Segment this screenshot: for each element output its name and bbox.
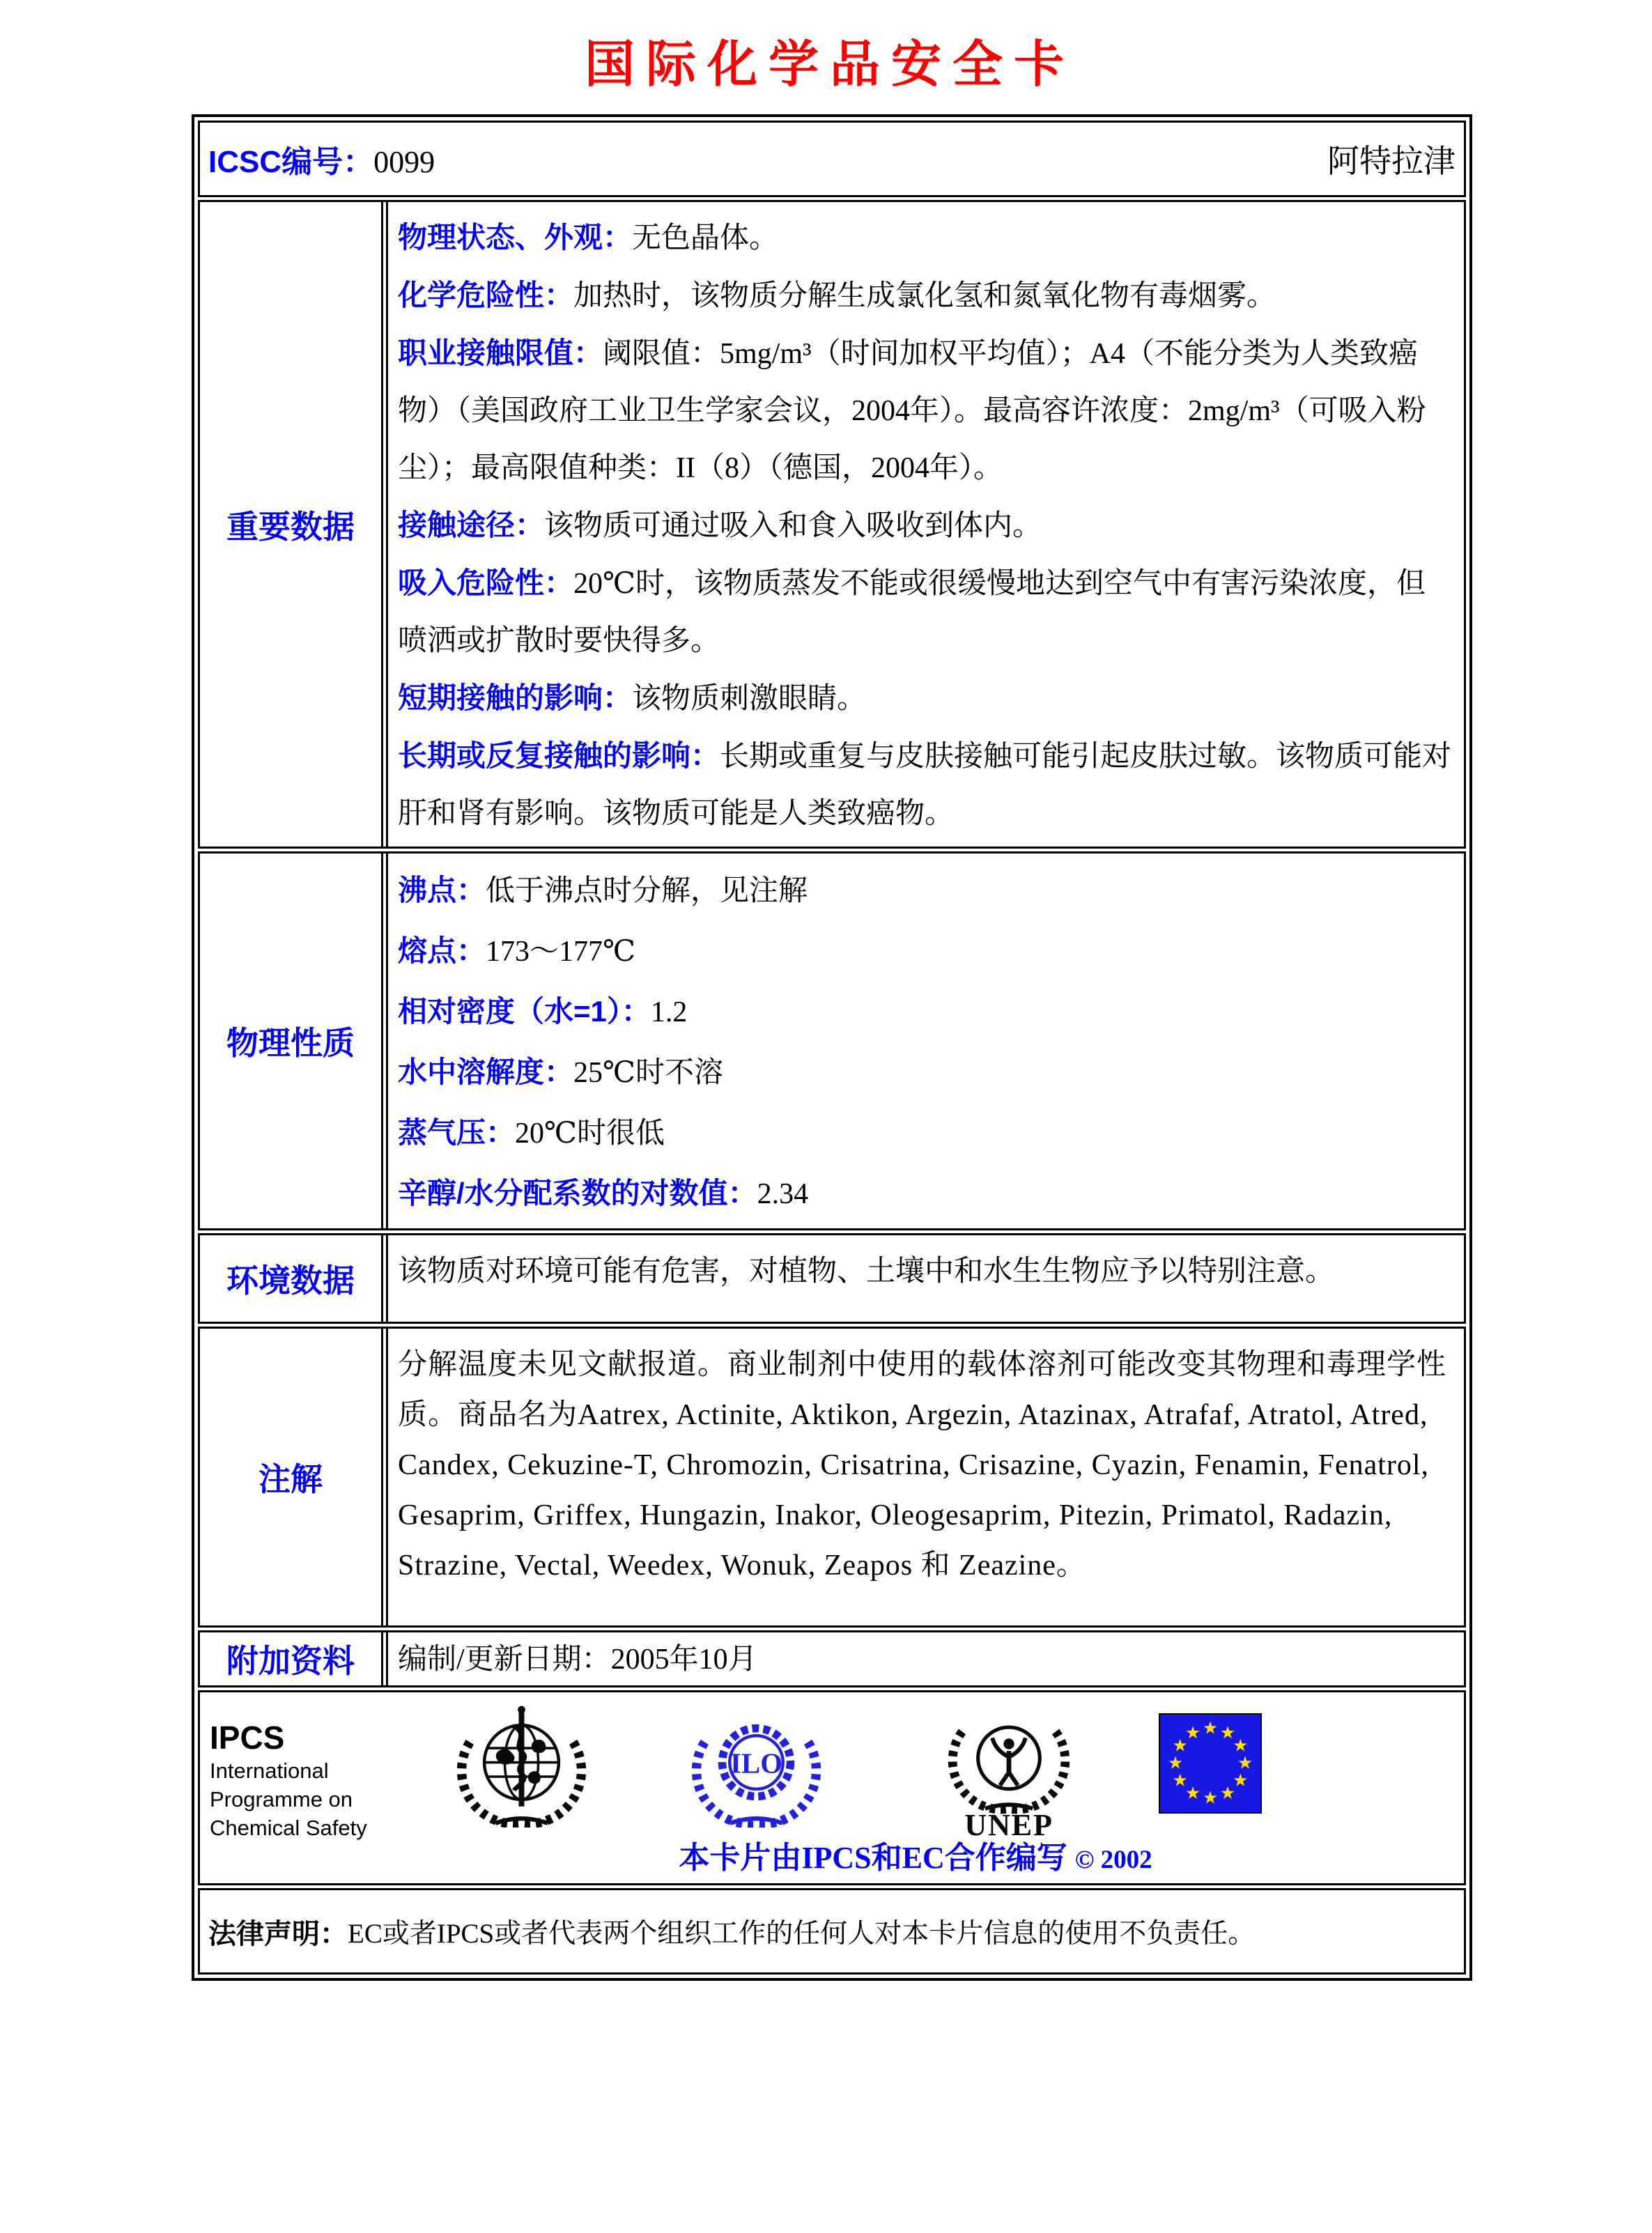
update-date-label: 编制/更新日期：	[398, 1644, 611, 1676]
field-item	[398, 325, 1453, 497]
field-label: 接触途径：	[398, 509, 545, 541]
field-value: 长期或重复与皮肤接触可能引起皮肤过敏。该物质可能对肝和肾有影响。该物质可能是人类致癌物。	[398, 741, 1452, 830]
ipcs-line: Programme on	[210, 1787, 353, 1811]
unep-logo-icon	[936, 1703, 1082, 1840]
safety-card	[192, 114, 1472, 1981]
field-value: 1.2	[650, 996, 688, 1028]
update-date-value: 2005年10月	[610, 1644, 757, 1676]
section-important-data	[198, 200, 1466, 849]
section-label-additional: 附加资料	[200, 1632, 383, 1685]
eu-flag-icon	[1159, 1713, 1262, 1814]
field-label: 熔点：	[398, 934, 486, 967]
page-title: 国际化学品安全卡	[584, 37, 1075, 93]
field-value: 25℃时不溶	[573, 1057, 723, 1089]
field-label: 短期接触的影响：	[398, 681, 633, 714]
section-content-notes	[386, 1329, 1464, 1625]
field-item	[398, 921, 1453, 982]
notes-text: 分解温度未见文献报道。商业制剂中使用的载体溶剂可能改变其物理和毒理学性质。商品名为Aatrex, Actinite, Aktikon, Argezin, Atazinax, Atrafaf, Atratol, Atred, Candex, Cekuzine-T, Chromozin, Crisatrina, Crisazine, Cyazin, Fenamin, Fenatrol, Gesaprim, Griffex, Hungazin, Inakor, Oleogesaprim, Pitezin, Primatol, Radazin, Strazine, Vectal, Weedex, Wonuk, Zeapos 和 Zeazine。	[398, 1349, 1447, 1582]
section-label-physical: 物理性质	[200, 853, 383, 1228]
field-item	[398, 982, 1453, 1042]
section-content-additional	[386, 1632, 1464, 1685]
ipcs-line: International	[210, 1759, 329, 1783]
section-label-important: 重要数据	[200, 202, 383, 847]
field-value: 2.34	[757, 1178, 809, 1210]
field-item	[398, 670, 1453, 727]
section-environmental-data	[198, 1233, 1466, 1324]
section-physical-properties	[198, 851, 1466, 1230]
field-value: 低于沸点时分解，见注解	[486, 875, 808, 907]
legal-notice-row	[198, 1888, 1466, 1975]
field-item	[398, 209, 1453, 267]
field-item	[398, 1042, 1453, 1103]
icsc-number-value: 0099	[373, 145, 435, 179]
field-label: 吸入危险性：	[398, 566, 574, 599]
field-item	[398, 727, 1453, 842]
field-value: 加热时，该物质分解生成氯化氢和氮氧化物有毒烟雾。	[573, 280, 1276, 312]
field-label: 化学危险性：	[398, 279, 574, 311]
who-logo-icon	[454, 1703, 589, 1828]
field-value: 20℃时，该物质蒸发不能或很缓慢地达到空气中有害污染浓度，但喷洒或扩散时要快得多。	[398, 568, 1426, 657]
field-value: 阈限值：5mg/m³（时间加权平均值）；A4（不能分类为人类致癌物）（美国政府工业卫生学家会议，2004年）。最高容许浓度：2mg/m³（可吸入粉尘）；最高限值种类：II（8）（德国，2004年）。	[398, 338, 1426, 484]
section-label-notes: 注解	[200, 1329, 383, 1625]
credit-year: © 2002	[1074, 1846, 1152, 1874]
legal-text: EC或者IPCS或者代表两个组织工作的任何人对本卡片信息的使用不负责任。	[348, 1919, 1256, 1949]
field-item	[398, 1164, 1453, 1224]
field-item	[398, 555, 1453, 670]
field-item	[398, 860, 1453, 921]
field-label: 物理状态、外观：	[398, 221, 633, 254]
icsc-number-group	[208, 137, 435, 181]
field-label: 辛醇/水分配系数的对数值：	[398, 1177, 757, 1210]
ipcs-text-block	[200, 1703, 454, 1842]
field-value: 该物质刺激眼睛。	[632, 683, 867, 715]
field-value: 无色晶体。	[632, 222, 779, 254]
logos-strip	[200, 1703, 1464, 1842]
field-label: 长期或反复接触的影响：	[398, 739, 720, 772]
chemical-name: 阿特拉津	[1327, 144, 1456, 179]
svg-text:UNEP: UNEP	[964, 1808, 1053, 1840]
section-label-environment: 环境数据	[200, 1235, 383, 1322]
field-label: 相对密度（水=1）：	[398, 995, 651, 1028]
section-content-physical	[386, 853, 1464, 1228]
section-content-environment	[386, 1235, 1464, 1322]
field-label: 蒸气压：	[398, 1116, 516, 1149]
icsc-header-row	[198, 121, 1466, 197]
ilo-logo-icon	[688, 1703, 824, 1828]
field-label: 沸点：	[398, 874, 486, 906]
field-value: 173～177℃	[486, 936, 635, 968]
legal-label: 法律声明：	[208, 1918, 348, 1949]
field-item	[398, 497, 1453, 555]
icsc-number-label: ICSC编号：	[208, 145, 374, 179]
ipcs-title: IPCS	[210, 1720, 285, 1756]
field-value: 该物质可通过吸入和食入吸收到体内。	[544, 510, 1042, 542]
field-label: 水中溶解度：	[398, 1056, 574, 1088]
section-content-important	[386, 202, 1464, 847]
field-value: 20℃时很低	[515, 1118, 665, 1150]
svg-text:ILO: ILO	[729, 1747, 783, 1779]
environment-text: 该物质对环境可能有危害，对植物、土壤中和水生生物应予以特别注意。	[398, 1255, 1335, 1288]
ipcs-line: Chemical Safety	[210, 1816, 367, 1840]
section-additional-info	[198, 1630, 1466, 1687]
field-item	[398, 1103, 1453, 1164]
section-notes	[198, 1327, 1466, 1628]
field-item	[398, 267, 1453, 325]
field-label: 职业接触限值：	[398, 337, 603, 369]
footer-logos-row	[198, 1690, 1466, 1885]
credit-text: 本卡片由IPCS和EC合作编写	[679, 1841, 1067, 1875]
